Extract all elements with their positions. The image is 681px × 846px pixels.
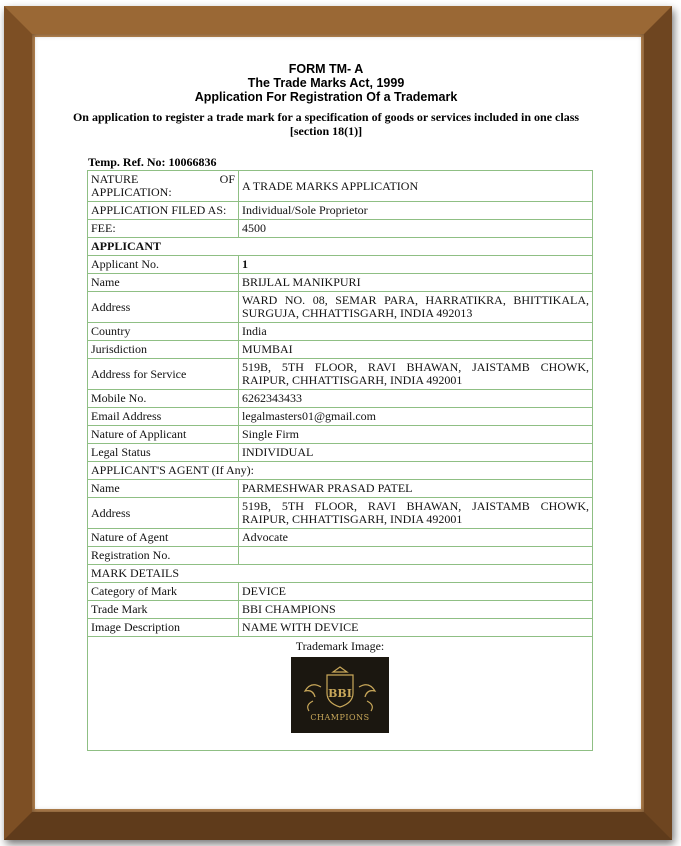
trademark-value: BBI CHAMPIONS [239,601,593,619]
table-row [88,341,593,359]
table-row [88,408,593,426]
name-label: Name [88,274,239,292]
act-name: The Trade Marks Act, 1999 [247,76,405,90]
agent-address-label: Address [88,498,239,529]
form-number: FORM TM- A [288,62,364,76]
logo-wordmark: CHAMPIONS [310,713,370,722]
table-row [88,359,593,390]
table-row [88,565,593,583]
trademark-form-document [54,56,598,751]
table-row [88,444,593,462]
category-label: Category of Mark [88,583,239,601]
applicant-no-label: Applicant No. [88,256,239,274]
registration-value [239,547,593,565]
fee-value: 4500 [239,220,593,238]
agent-name-value: PARMESHWAR PRASAD PATEL [239,480,593,498]
service-address-value: 519B, 5TH FLOOR, RAVI BHAWAN, JAISTAMB CHOWK, RAIPUR, CHHATTISGARH, INDIA 492001 [239,359,593,390]
fee-label: FEE: [88,220,239,238]
service-address-label: Address for Service [88,359,239,390]
table-row [88,583,593,601]
applicant-section-heading: APPLICANT [88,238,593,256]
nature-applicant-value: Single Firm [239,426,593,444]
agent-nature-value: Advocate [239,529,593,547]
nature-value: A TRADE MARKS APPLICATION [239,171,593,202]
image-description-label: Image Description [88,619,239,637]
table-row [88,529,593,547]
legal-status-label: Legal Status [88,444,239,462]
address-value: WARD NO. 08, SEMAR PARA, HARRATIKRA, BHITTIKALA, SURGUJA, CHHATTISGARH, INDIA 492013 [239,292,593,323]
table-row [88,462,593,480]
agent-section-heading: APPLICANT'S AGENT (If Any): [88,462,593,480]
table-row [88,292,593,323]
application-table [87,170,593,751]
table-row [88,480,593,498]
table-row [88,547,593,565]
country-label: Country [88,323,239,341]
agent-address-value: 519B, 5TH FLOOR, RAVI BHAWAN, JAISTAMB CHOWK, RAIPUR, CHHATTISGARH, INDIA 492001 [239,498,593,529]
jurisdiction-label: Jurisdiction [88,341,239,359]
filed-value: Individual/Sole Proprietor [239,202,593,220]
image-description-value: NAME WITH DEVICE [239,619,593,637]
mark-section-heading: MARK DETAILS [88,565,593,583]
registration-label: Registration No. [88,547,239,565]
intro-text: On application to register a trade mark for a specification of goods or services included in one class [section 18(1)] [72,110,580,138]
table-row [88,601,593,619]
table-row [88,619,593,637]
mobile-value: 6262343433 [239,390,593,408]
table-row [88,426,593,444]
table-row [88,498,593,529]
table-row [88,202,593,220]
email-value: legalmasters01@gmail.com [239,408,593,426]
agent-name-label: Name [88,480,239,498]
temp-ref-number: Temp. Ref. No: 10066836 [88,155,217,169]
trademark-image-cell [88,637,593,751]
address-label: Address [88,292,239,323]
agent-nature-label: Nature of Agent [88,529,239,547]
trademark-logo-image [291,657,389,733]
trademark-label: Trade Mark [88,601,239,619]
nature-label: NATURE OF APPLICATION: [88,171,239,202]
table-row [88,637,593,751]
table-row [88,256,593,274]
form-title: Application For Registration Of a Trademark [194,90,458,104]
table-row [88,390,593,408]
logo-monogram: BBI [328,687,352,700]
legal-status-value: INDIVIDUAL [239,444,593,462]
email-label: Email Address [88,408,239,426]
category-value: DEVICE [239,583,593,601]
form-header [54,62,598,104]
table-row [88,238,593,256]
applicant-no-value: 1 [239,256,593,274]
table-row [88,171,593,202]
trademark-image-caption: Trademark Image: [295,639,385,653]
filed-label: APPLICATION FILED AS: [88,202,239,220]
table-row [88,220,593,238]
country-value: India [239,323,593,341]
table-row [88,274,593,292]
table-row [88,323,593,341]
nature-applicant-label: Nature of Applicant [88,426,239,444]
jurisdiction-value: MUMBAI [239,341,593,359]
name-value: BRIJLAL MANIKPURI [239,274,593,292]
mobile-label: Mobile No. [88,390,239,408]
